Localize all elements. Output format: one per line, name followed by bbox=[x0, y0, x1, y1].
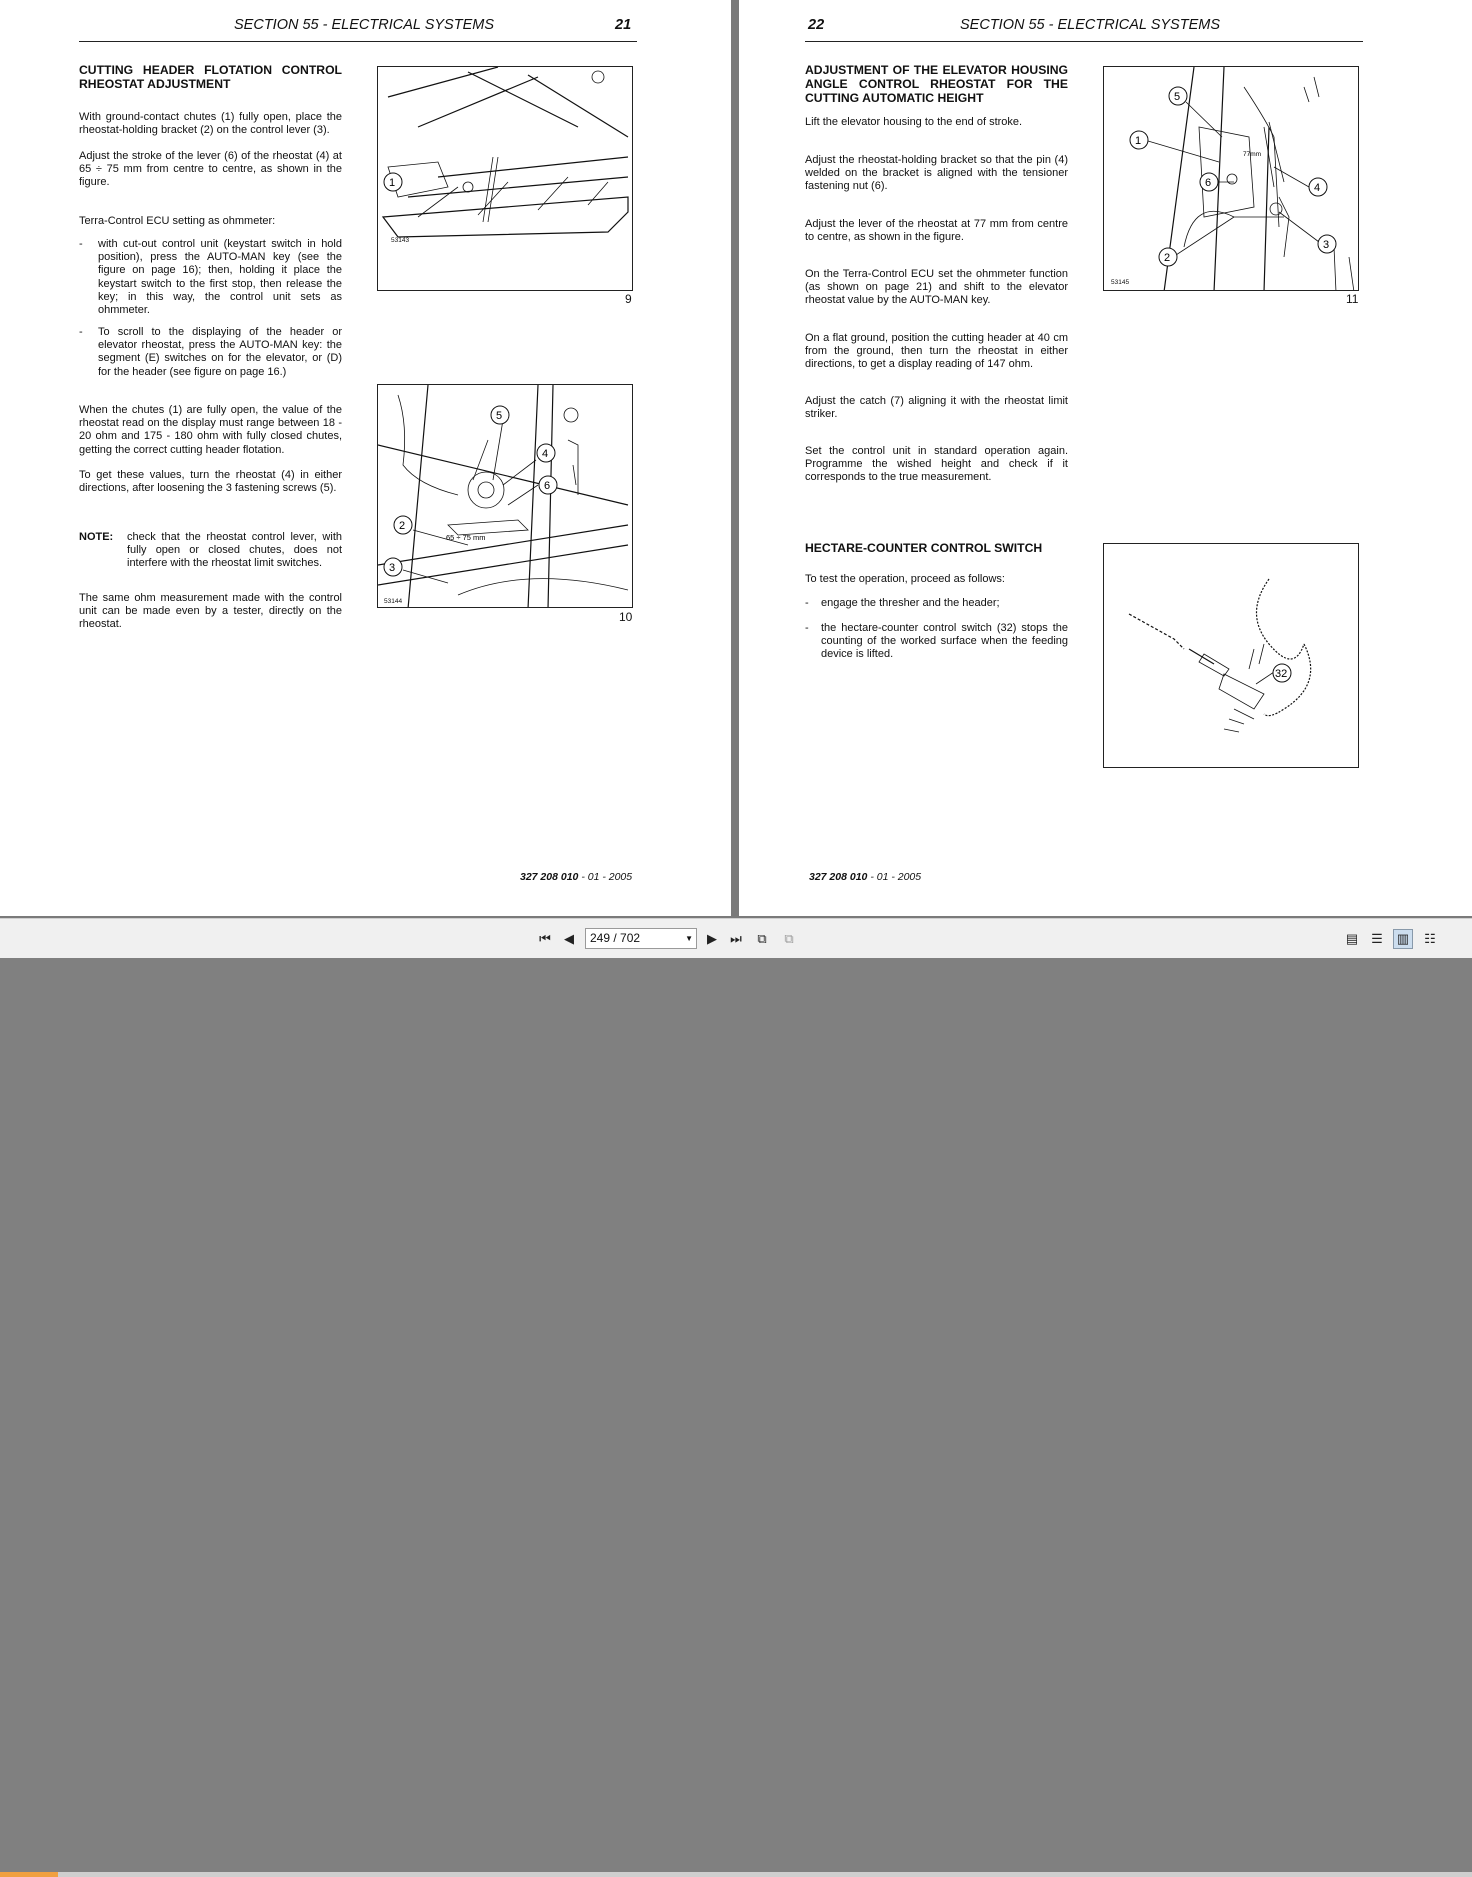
first-page-icon[interactable]: ⏮ bbox=[539, 931, 551, 946]
section-heading: HECTARE-COUNTER CONTROL SWITCH bbox=[805, 541, 1043, 555]
note-text: check that the rheostat control lever, with fully open or closed chutes, does not interfere with the rheostat limit switches. bbox=[127, 531, 342, 570]
status-accent bbox=[0, 1872, 58, 1877]
page-footer: 327 208 010 - 01 - 2005 bbox=[809, 871, 922, 883]
callout-5: 5 bbox=[496, 410, 503, 422]
figure-10-drawing bbox=[378, 385, 633, 608]
paragraph: Set the control unit in standard operation again. Programme the wished height and check if it corresponds to the true measurement. bbox=[805, 445, 1068, 484]
paragraph: With ground-contact chutes (1) fully open, place the rheostat-holding bracket (2) on the control lever (3). bbox=[79, 111, 342, 137]
paragraph: Adjust the rheostat-holding bracket so that the pin (4) welded on the bracket is aligned with the tensioner fastening nut (6). bbox=[805, 154, 1068, 193]
figure-9 bbox=[377, 66, 633, 291]
callout-4: 4 bbox=[542, 448, 549, 460]
rotate-icon[interactable]: ⧉ bbox=[757, 931, 767, 946]
callout-3: 3 bbox=[389, 562, 396, 574]
page-number: 21 bbox=[615, 17, 632, 33]
last-page-icon[interactable]: ⏭ bbox=[730, 931, 742, 946]
paragraph: On a flat ground, position the cutting header at 40 cm from the ground, then turn the rheostat in either directions, to get a display reading of 147 ohm. bbox=[805, 332, 1068, 371]
paragraph: On the Terra-Control ECU set the ohmmeter function (as shown on page 21) and shift to the elevator rheostat value by the AUTO-MAN key. bbox=[805, 268, 1068, 307]
left-page bbox=[0, 0, 731, 916]
section-header: SECTION 55 - ELECTRICAL SYSTEMS bbox=[960, 17, 1220, 33]
figure-hectare-counter-drawing bbox=[1104, 544, 1359, 768]
figure-number: 11 bbox=[1346, 292, 1359, 306]
paragraph: Terra-Control ECU setting as ohmmeter: bbox=[79, 215, 276, 227]
document-viewer bbox=[0, 0, 1472, 918]
figure-code: 53145 bbox=[1111, 279, 1130, 286]
figure-9-drawing bbox=[378, 67, 633, 291]
page-footer: 327 208 010 - 01 - 2005 bbox=[520, 871, 633, 883]
callout-1: 1 bbox=[1135, 135, 1142, 147]
figure-10 bbox=[377, 384, 633, 608]
dimension-label: 77mm bbox=[1243, 151, 1262, 158]
page-indicator-input[interactable]: 249 / 702 ▼ bbox=[585, 928, 697, 949]
paragraph: Adjust the lever of the rheostat at 77 mm from centre to centre, as shown in the figure. bbox=[805, 218, 1068, 244]
paragraph: To get these values, turn the rheostat (4) in either directions, after loosening the 3 fastening screws (5). bbox=[79, 469, 342, 495]
figure-number: 9 bbox=[625, 292, 632, 306]
single-page-icon[interactable]: ▤ bbox=[1345, 931, 1359, 946]
paragraph: Lift the elevator housing to the end of stroke. bbox=[805, 116, 1023, 128]
page-number: 22 bbox=[808, 17, 825, 33]
figure-hectare-counter bbox=[1103, 543, 1359, 768]
status-bar bbox=[0, 1872, 1472, 1877]
paragraph: When the chutes (1) are fully open, the value of the rheostat read on the display must range between 18 - 20 ohm and 175 - 180 ohm with fully closed chutes, getting the correct cutting header flotation. bbox=[79, 404, 342, 456]
paragraph: Adjust the stroke of the lever (6) of the rheostat (4) at 65 ÷ 75 mm from centre to centre, as shown in the figure. bbox=[79, 150, 342, 189]
figure-code: 53144 bbox=[384, 598, 403, 605]
header-rule bbox=[805, 41, 1363, 42]
note-label: NOTE: bbox=[79, 531, 114, 543]
callout-4: 4 bbox=[1314, 182, 1321, 194]
callout-5: 5 bbox=[1174, 91, 1181, 103]
figure-code: 53143 bbox=[391, 237, 410, 244]
figure-11-drawing bbox=[1104, 67, 1359, 291]
section-header: SECTION 55 - ELECTRICAL SYSTEMS bbox=[234, 17, 494, 33]
list-item: - engage the thresher and the header; bbox=[805, 597, 1000, 609]
fit-page-icon[interactable]: ⧉ bbox=[784, 931, 794, 946]
callout-2: 2 bbox=[1164, 252, 1171, 264]
callout-32: 32 bbox=[1275, 668, 1288, 680]
callout-6: 6 bbox=[544, 480, 551, 492]
chevron-down-icon[interactable]: ▼ bbox=[685, 934, 693, 943]
list-item: - with cut-out control unit (keystart switch in hold position), press the AUTO-MAN key (see the figure on page 16); then, holding it place the keystart switch to the first stop, then release the key; in this way, the control unit sets as ohmmeter. bbox=[79, 238, 342, 317]
facing-continuous-icon[interactable]: ☷ bbox=[1424, 931, 1436, 946]
callout-2: 2 bbox=[399, 520, 406, 532]
header-rule bbox=[79, 41, 637, 42]
paragraph: To test the operation, proceed as follows: bbox=[805, 573, 1005, 585]
section-heading: ADJUSTMENT OF THE ELEVATOR HOUSING ANGLE CONTROL RHEOSTAT FOR THE CUTTING AUTOMATIC HEIGHT bbox=[805, 63, 1068, 105]
dimension-label: 65 ÷ 75 mm bbox=[446, 533, 486, 542]
callout-1: 1 bbox=[389, 177, 396, 189]
list-item: - the hectare-counter control switch (32) stops the counting of the worked surface when the feeding device is lifted. bbox=[805, 622, 1068, 661]
viewer-toolbar bbox=[0, 918, 1472, 958]
prev-page-icon[interactable]: ◀ bbox=[564, 931, 574, 946]
next-page-icon[interactable]: ▶ bbox=[707, 931, 717, 946]
paragraph: The same ohm measurement made with the control unit can be made even by a tester, directly on the rheostat. bbox=[79, 592, 342, 631]
figure-number: 10 bbox=[619, 610, 633, 624]
list-item: - To scroll to the displaying of the header or elevator rheostat, press the AUTO-MAN key: the segment (E) switches on for the elevator, or (D) for the header (see figure on page 16.) bbox=[79, 326, 342, 378]
figure-11 bbox=[1103, 66, 1359, 291]
facing-icon[interactable]: ▥ bbox=[1393, 929, 1413, 949]
continuous-icon[interactable]: ☰ bbox=[1371, 931, 1383, 946]
callout-3: 3 bbox=[1323, 239, 1330, 251]
right-page bbox=[739, 0, 1472, 916]
callout-6: 6 bbox=[1205, 177, 1212, 189]
paragraph: Adjust the catch (7) aligning it with the rheostat limit striker. bbox=[805, 395, 1068, 421]
section-heading: CUTTING HEADER FLOTATION CONTROL RHEOSTAT ADJUSTMENT bbox=[79, 63, 342, 91]
